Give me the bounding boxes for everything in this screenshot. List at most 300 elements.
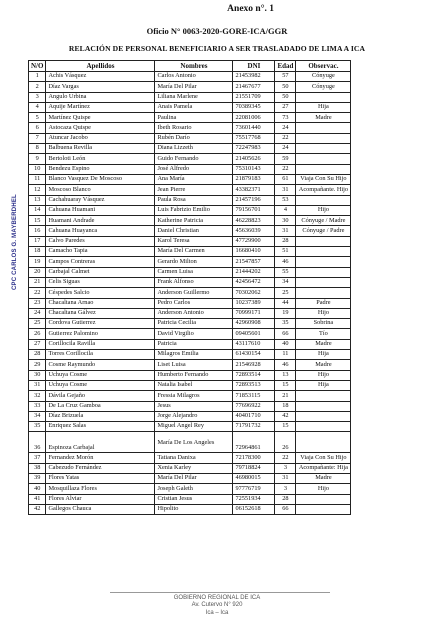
table-row — [29, 195, 351, 205]
row-age: 57 — [275, 72, 296, 82]
footer-city: Ica – Ica — [205, 609, 229, 616]
row-names: Gerardo Milton — [155, 257, 233, 267]
row-age: 24 — [275, 144, 296, 154]
row-surnames: Gutierrez Palomino — [46, 329, 155, 339]
row-dni: 72178300 — [233, 453, 275, 463]
row-names: Carmen Luisa — [155, 267, 233, 277]
row-names: Joseph Galeth — [155, 484, 233, 494]
row-surnames: Carbajal Calmet — [46, 267, 155, 277]
table-row — [29, 247, 351, 257]
row-number: 24 — [29, 308, 46, 318]
table-row — [29, 267, 351, 277]
row-observation: Cónyuge — [296, 72, 351, 82]
table-row — [29, 72, 351, 82]
row-surnames: Uchuya Cosme — [46, 370, 155, 380]
row-age: 50 — [275, 92, 296, 102]
row-surnames: Moscoso Blanco — [46, 185, 155, 195]
row-dni: 16680410 — [233, 247, 275, 257]
row-age: 22 — [275, 453, 296, 463]
beneficiary-table — [28, 60, 351, 515]
row-dni: 09405601 — [233, 329, 275, 339]
table-row — [29, 185, 351, 195]
row-surnames: Martínez Quispe — [46, 113, 155, 123]
table-row — [29, 484, 351, 494]
row-names: Carlos Antonio — [155, 72, 233, 82]
row-surnames: Celis Siguas — [46, 277, 155, 287]
table-row — [29, 174, 351, 184]
row-names: Xenia Karley — [155, 463, 233, 473]
row-number: 25 — [29, 319, 46, 329]
row-number: 16 — [29, 226, 46, 236]
row-observation — [296, 267, 351, 277]
row-dni: 73601440 — [233, 123, 275, 133]
row-age: 25 — [275, 288, 296, 298]
row-names: Miguel Angel Rey — [155, 422, 233, 432]
row-names: Pedro Carlos — [155, 298, 233, 308]
row-surnames: Cordova Gutierrez — [46, 319, 155, 329]
row-surnames: Camacho Tapia — [46, 247, 155, 257]
row-names: Liset Luisa — [155, 360, 233, 370]
row-names: Karol Teresa — [155, 236, 233, 246]
row-names: Milagros Emilia — [155, 350, 233, 360]
row-number: 18 — [29, 247, 46, 257]
table-row — [29, 226, 351, 236]
row-number: 20 — [29, 267, 46, 277]
row-number: 1 — [29, 72, 46, 82]
row-observation — [296, 154, 351, 164]
table-body — [29, 72, 351, 515]
row-number: 36 — [29, 432, 46, 453]
row-names: Jesus — [155, 401, 233, 411]
footer — [0, 595, 434, 617]
row-observation: Viaja Con Su Hijo — [296, 453, 351, 463]
table-row — [29, 144, 351, 154]
table-row — [29, 463, 351, 473]
row-dni: 21453982 — [233, 72, 275, 82]
row-dni: 43382371 — [233, 185, 275, 195]
table-row — [29, 504, 351, 514]
row-age: 42 — [275, 411, 296, 421]
row-dni: 71853115 — [233, 391, 275, 401]
row-number: 22 — [29, 288, 46, 298]
row-observation: Acompañante: Hija — [296, 463, 351, 473]
row-age: 26 — [275, 432, 296, 453]
row-observation — [296, 247, 351, 257]
anexo-label: Anexo n°. 1 — [227, 4, 274, 14]
row-observation: Hija — [296, 350, 351, 360]
row-age: 18 — [275, 401, 296, 411]
row-dni: 21551709 — [233, 92, 275, 102]
row-surnames: Chacaltana Gálvez — [46, 308, 155, 318]
row-dni: 21546928 — [233, 360, 275, 370]
row-observation — [296, 133, 351, 143]
row-dni: 70999171 — [233, 308, 275, 318]
row-surnames: Atuncar Jacobo — [46, 133, 155, 143]
row-dni: 61430154 — [233, 350, 275, 360]
row-dni: 72893513 — [233, 380, 275, 390]
row-names: Liliana Marlene — [155, 92, 233, 102]
row-observation: Padre — [296, 298, 351, 308]
row-age: 11 — [275, 350, 296, 360]
row-age: 61 — [275, 174, 296, 184]
row-number: 38 — [29, 463, 46, 473]
row-age: 31 — [275, 185, 296, 195]
row-number: 28 — [29, 350, 46, 360]
row-observation — [296, 494, 351, 504]
row-surnames: Enriquez Salas — [46, 422, 155, 432]
table-row — [29, 391, 351, 401]
table-row — [29, 216, 351, 226]
row-number: 21 — [29, 277, 46, 287]
row-age: 28 — [275, 236, 296, 246]
row-age: 15 — [275, 380, 296, 390]
row-dni: 42960908 — [233, 319, 275, 329]
row-number: 13 — [29, 195, 46, 205]
row-observation — [296, 422, 351, 432]
row-observation: Madre — [296, 360, 351, 370]
row-dni: 77696922 — [233, 401, 275, 411]
row-surnames: Espinoza Carbajal — [46, 432, 155, 453]
row-dni: 06152618 — [233, 504, 275, 514]
table-row — [29, 380, 351, 390]
row-number: 29 — [29, 360, 46, 370]
row-age: 4 — [275, 205, 296, 215]
row-age: 22 — [275, 164, 296, 174]
row-names: Patricia Cecilia — [155, 319, 233, 329]
row-age: 3 — [275, 463, 296, 473]
row-observation: Cónyuge — [296, 82, 351, 92]
row-dni: 21457196 — [233, 195, 275, 205]
table-row — [29, 92, 351, 102]
row-dni: 21467677 — [233, 82, 275, 92]
row-dni: 40401710 — [233, 411, 275, 421]
row-age: 28 — [275, 494, 296, 504]
row-surnames: Huamani Andrade — [46, 216, 155, 226]
table-header-row — [29, 61, 351, 72]
row-surnames: Achis Vásquez — [46, 72, 155, 82]
row-names: María De Los Angeles — [155, 432, 233, 453]
table-row — [29, 277, 351, 287]
row-names: Rubén Darío — [155, 133, 233, 143]
row-age: 31 — [275, 226, 296, 236]
row-age: 15 — [275, 422, 296, 432]
row-observation: Acompañante. Hijo — [296, 185, 351, 195]
row-age: 22 — [275, 133, 296, 143]
row-number: 5 — [29, 113, 46, 123]
table-row — [29, 494, 351, 504]
row-surnames: Campos Contreras — [46, 257, 155, 267]
header-dni: DNI — [233, 61, 275, 72]
table-row — [29, 453, 351, 463]
row-observation: Hija — [296, 380, 351, 390]
table-row — [29, 102, 351, 112]
row-dni: 46228823 — [233, 216, 275, 226]
row-dni: 46980015 — [233, 473, 275, 483]
row-names: María Del Pilar — [155, 473, 233, 483]
row-observation — [296, 401, 351, 411]
row-number: 2 — [29, 82, 46, 92]
row-number: 33 — [29, 401, 46, 411]
row-names: Daniel Christian — [155, 226, 233, 236]
row-names: Anderson Guillermo — [155, 288, 233, 298]
row-surnames: Cahuana Huamani — [46, 205, 155, 215]
table-row — [29, 411, 351, 421]
table-row — [29, 319, 351, 329]
row-age: 46 — [275, 257, 296, 267]
row-age: 13 — [275, 370, 296, 380]
table-row — [29, 360, 351, 370]
row-number: 15 — [29, 216, 46, 226]
row-age: 50 — [275, 82, 296, 92]
row-number: 7 — [29, 133, 46, 143]
row-names: Anderson Antonio — [155, 308, 233, 318]
row-observation — [296, 504, 351, 514]
table-row — [29, 154, 351, 164]
table-row — [29, 123, 351, 133]
row-dni: 72247983 — [233, 144, 275, 154]
row-observation — [296, 144, 351, 154]
row-age: 51 — [275, 247, 296, 257]
row-surnames: Torres Corillocila — [46, 350, 155, 360]
oficio-number: Oficio N° 0063-2020-GORE-ICA/GGR — [146, 26, 288, 36]
row-age: 46 — [275, 360, 296, 370]
table-row — [29, 350, 351, 360]
row-age: 66 — [275, 329, 296, 339]
row-observation: Tío — [296, 329, 351, 339]
table-row — [29, 164, 351, 174]
row-names: Paula Rosa — [155, 195, 233, 205]
row-age: 24 — [275, 123, 296, 133]
row-observation: Hijo — [296, 308, 351, 318]
header-surnames: Apellidos — [46, 61, 155, 72]
row-names: María Del Pilar — [155, 82, 233, 92]
row-dni: 22081006 — [233, 113, 275, 123]
stamp-text: CPC CARLOS G. MAYBERDHEL — [12, 194, 18, 290]
row-surnames: Díaz Vargas — [46, 82, 155, 92]
row-dni: 97776719 — [233, 484, 275, 494]
header-observations: Observac. — [296, 61, 351, 72]
row-number: 39 — [29, 473, 46, 483]
row-names: Paulina — [155, 113, 233, 123]
row-age: 55 — [275, 267, 296, 277]
table-row — [29, 133, 351, 143]
row-surnames: Bendezu Espino — [46, 164, 155, 174]
table-row — [29, 401, 351, 411]
row-number: 14 — [29, 205, 46, 215]
row-observation: Hijo — [296, 205, 351, 215]
table-row — [29, 432, 351, 453]
row-number: 23 — [29, 298, 46, 308]
row-names: Patricia — [155, 339, 233, 349]
row-dni: 72893514 — [233, 370, 275, 380]
footer-divider — [110, 592, 330, 593]
row-observation — [296, 164, 351, 174]
row-dni: 21879183 — [233, 174, 275, 184]
table-row — [29, 370, 351, 380]
row-dni: 43117610 — [233, 339, 275, 349]
row-observation: Cónyuge / Padre — [296, 226, 351, 236]
row-names: Jean Pierre — [155, 185, 233, 195]
row-observation — [296, 288, 351, 298]
row-age: 73 — [275, 113, 296, 123]
row-dni: 72964861 — [233, 432, 275, 453]
row-age: 40 — [275, 339, 296, 349]
row-number: 17 — [29, 236, 46, 246]
row-surnames: Céspedes Salcio — [46, 288, 155, 298]
table-row — [29, 422, 351, 432]
table-row — [29, 205, 351, 215]
row-observation: Hija — [296, 102, 351, 112]
row-observation: Madre — [296, 339, 351, 349]
row-number: 37 — [29, 453, 46, 463]
row-names: Guido Fernando — [155, 154, 233, 164]
row-names: Diana Lizzeth — [155, 144, 233, 154]
row-names: Fressia Milagros — [155, 391, 233, 401]
row-observation: Cónyuge / Madre — [296, 216, 351, 226]
row-observation — [296, 432, 351, 453]
row-number: 30 — [29, 370, 46, 380]
row-names: Natalia Isabel — [155, 380, 233, 390]
row-names: María Del Carmen — [155, 247, 233, 257]
row-age: 59 — [275, 154, 296, 164]
row-observation: Hijo — [296, 370, 351, 380]
row-names: Katherine Patricia — [155, 216, 233, 226]
row-number: 9 — [29, 154, 46, 164]
row-age: 30 — [275, 216, 296, 226]
row-observation — [296, 123, 351, 133]
row-names: David Virgilio — [155, 329, 233, 339]
row-surnames: Bertoloti León — [46, 154, 155, 164]
document-title: RELACIÓN DE PERSONAL BENEFICIARIO A SER TRASLADADO DE LIMA A ICA — [68, 44, 366, 53]
header-age: Edad — [275, 61, 296, 72]
row-dni: 79718824 — [233, 463, 275, 473]
table-row — [29, 257, 351, 267]
row-surnames: Cachahuaray Vásquez — [46, 195, 155, 205]
row-surnames: Cahuana Huayanca — [46, 226, 155, 236]
row-dni: 72551934 — [233, 494, 275, 504]
row-dni: 70389345 — [233, 102, 275, 112]
row-number: 42 — [29, 504, 46, 514]
row-dni: 21405626 — [233, 154, 275, 164]
header-number: N/O — [29, 61, 46, 72]
table-row — [29, 236, 351, 246]
row-surnames: Calvo Paredes — [46, 236, 155, 246]
row-surnames: Dávila Gejaño — [46, 391, 155, 401]
row-dni: 21547857 — [233, 257, 275, 267]
row-names: Ana María — [155, 174, 233, 184]
row-age: 27 — [275, 102, 296, 112]
row-dni: 71791732 — [233, 422, 275, 432]
row-observation: Madre — [296, 473, 351, 483]
row-observation — [296, 391, 351, 401]
row-number: 4 — [29, 102, 46, 112]
row-observation — [296, 257, 351, 267]
row-age: 34 — [275, 277, 296, 287]
row-age: 35 — [275, 319, 296, 329]
table-row — [29, 82, 351, 92]
row-number: 32 — [29, 391, 46, 401]
row-surnames: Flores Alviar — [46, 494, 155, 504]
row-names: Humberto Fernando — [155, 370, 233, 380]
row-observation: Hijo — [296, 484, 351, 494]
table-row — [29, 308, 351, 318]
row-surnames: Gallegos Chauca — [46, 504, 155, 514]
row-surnames: Chacaltana Arnao — [46, 298, 155, 308]
row-surnames: Angulo Urbina — [46, 92, 155, 102]
row-surnames: Astocaza Quispe — [46, 123, 155, 133]
row-surnames: Blanco Vasquez De Moscoso — [46, 174, 155, 184]
row-dni: 75517768 — [233, 133, 275, 143]
row-number: 34 — [29, 411, 46, 421]
row-age: 66 — [275, 504, 296, 514]
row-surnames: Fernandez Morón — [46, 453, 155, 463]
signature-stamp — [0, 150, 20, 300]
row-age: 21 — [275, 391, 296, 401]
row-surnames: Díaz Brizuela — [46, 411, 155, 421]
row-dni: 10237389 — [233, 298, 275, 308]
table-row — [29, 473, 351, 483]
row-number: 12 — [29, 185, 46, 195]
row-surnames: Cabezudo Fernández — [46, 463, 155, 473]
row-names: Tatiana Danixa — [155, 453, 233, 463]
row-names: Ibeth Rosario — [155, 123, 233, 133]
row-dni: 79156701 — [233, 205, 275, 215]
row-observation — [296, 92, 351, 102]
row-surnames: De La Cruz Gamboa — [46, 401, 155, 411]
table-row — [29, 288, 351, 298]
row-number: 40 — [29, 484, 46, 494]
row-observation: Sobrina — [296, 319, 351, 329]
row-dni: 70302062 — [233, 288, 275, 298]
row-age: 44 — [275, 298, 296, 308]
row-observation — [296, 411, 351, 421]
row-surnames: Cosme Raymundo — [46, 360, 155, 370]
row-surnames: Corillocila Ravilla — [46, 339, 155, 349]
row-names: Anais Pamela — [155, 102, 233, 112]
row-dni: 42456472 — [233, 277, 275, 287]
row-observation — [296, 277, 351, 287]
row-number: 10 — [29, 164, 46, 174]
row-surnames: Uchuya Cosme — [46, 380, 155, 390]
row-observation: Madre — [296, 113, 351, 123]
table-row — [29, 329, 351, 339]
table-row — [29, 113, 351, 123]
row-surnames: Mosquillaza Flores — [46, 484, 155, 494]
row-names: Luis Fabrizio Emilio — [155, 205, 233, 215]
row-number: 6 — [29, 123, 46, 133]
header-names: Nombres — [155, 61, 233, 72]
row-age: 19 — [275, 308, 296, 318]
row-surnames: Aquije Martínez — [46, 102, 155, 112]
row-number: 41 — [29, 494, 46, 504]
row-names: Cristian Jesus — [155, 494, 233, 504]
row-number: 31 — [29, 380, 46, 390]
row-names: Frank Alfonso — [155, 277, 233, 287]
row-age: 53 — [275, 195, 296, 205]
row-dni: 47729900 — [233, 236, 275, 246]
row-names: Hipolito — [155, 504, 233, 514]
row-names: José Alfredo — [155, 164, 233, 174]
row-number: 3 — [29, 92, 46, 102]
row-dni: 21444202 — [233, 267, 275, 277]
row-names: Jorge Alejandro — [155, 411, 233, 421]
row-number: 27 — [29, 339, 46, 349]
table-row — [29, 298, 351, 308]
row-observation — [296, 195, 351, 205]
row-surnames: Flores Yatas — [46, 473, 155, 483]
footer-org: GOBIERNO REGIONAL DE ICA — [173, 595, 261, 601]
table-row — [29, 339, 351, 349]
